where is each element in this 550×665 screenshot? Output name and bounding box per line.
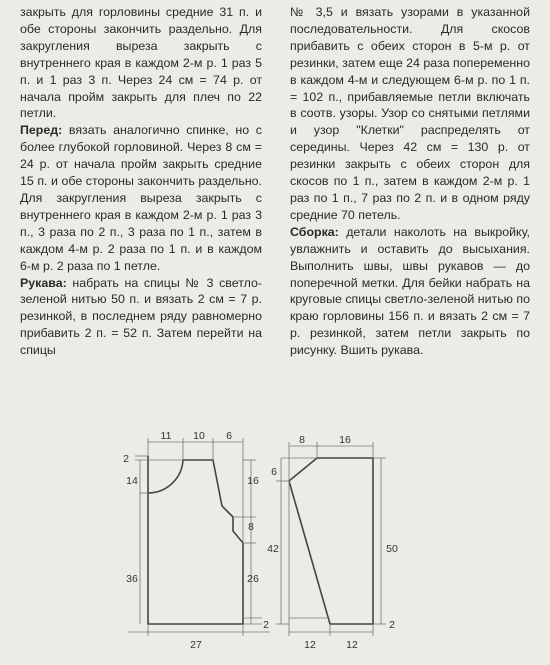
sleeve-outline <box>289 458 373 624</box>
text-column-right <box>290 4 530 359</box>
label-body-bottom-width: 27 <box>190 639 202 651</box>
text-front: вязать аналогично спинке, но с более глубокой горловиной. Через 8 см = 24 р. от начала пройм закрыть средние 15 п. и обе стороны закончить раздельно. Для закругления выреза закрыть с внутреннего края в каждом 2-м р. 1 раз 3 п., 3 раза по 2 п., 3 раза по 1 п., затем в каждом 4-м р. 2 раза по 1 п. и в каждом 6-м р. 2 раза по 1 петле. <box>20 123 262 273</box>
label-sleeve-top-right: 16 <box>339 434 351 446</box>
paragraph-assembly <box>290 224 530 359</box>
paragraph-sleeves <box>20 275 262 360</box>
paragraph-back-neckline: закрыть для горловины средние 31 п. и обе стороны закончить раздельно. Для закругления выреза закрыть с внутреннего края в каждом 2-м р. 1 раз 5 п. и 1 раз 3 п. Через 24 см = 74 р. от начала пройм закрыть для плеч по 22 петли. <box>20 5 262 121</box>
label-body-top-offset: 2 <box>123 453 129 465</box>
label-body-armhole: 8 <box>248 521 254 533</box>
label-sleeve-cap: 6 <box>271 466 277 478</box>
sleeve-pattern <box>289 458 373 624</box>
label-body-side-left: 36 <box>126 573 138 585</box>
label-sleeve-height: 50 <box>386 543 398 555</box>
text-assembly: детали наколоть на выкройку, увлажнить и оставить до высыхания. Выполнить швы, швы рукавов — до поперечной метки. Для бейки набрать на круговые спицы светло-зеленой нитью по краю горловины 156 п. и вязать 2 см = 7 р. резинкой, затем петли закрыть по рисунку. Вшить рукава. <box>290 224 530 358</box>
heading-assembly: Сборка: <box>290 224 339 239</box>
heading-front: Перед: <box>20 123 63 138</box>
label-sleeve-rib: 2 <box>389 619 395 631</box>
paragraph-sleeves-continued: № 3,5 и вязать узорами в указанной последовательности. Для скосов прибавить с обеих сторон в 5-м р. от резинки, затем еще 24 раза попеременно в каждом 4-м и следующем 6-м р. по 1 п. = 102 п., прибавляемые петли включать в соотв. узоры. Узор со снятыми петлями и узор "Клетки" распределять от середины. Через 42 см = 130 р. от резинки закрыть с обеих сторон для скосов по 1 п., затем в каждом 2-м р. 1 раз по 1 п., 7 раз по 2 п. и в одном ряду средние 70 петель. <box>290 5 531 222</box>
text-sleeves: набрать на спицы № 3 светло-зеленой нитью 50 п. и вязать 2 см = 7 р. резинкой, в последнем ряду равномерно прибавить 2 п. = 52 п. Затем перейти на спицы <box>20 275 262 358</box>
sleeve-dimension-lines <box>276 442 386 636</box>
body-dimension-lines <box>128 438 270 636</box>
body-pattern <box>148 456 243 624</box>
label-body-top-right: 6 <box>226 430 232 442</box>
heading-sleeves: Рукава: <box>20 275 67 290</box>
label-body-side-right: 26 <box>247 573 259 585</box>
label-sleeve-bottom-right: 12 <box>346 639 358 651</box>
label-body-shoulder-drop: 16 <box>247 475 259 487</box>
label-body-top-left: 11 <box>160 430 172 442</box>
label-body-top-mid: 10 <box>193 430 205 442</box>
body-outline <box>148 456 243 624</box>
text-column-left <box>20 4 262 359</box>
label-body-neck-depth: 14 <box>126 475 138 487</box>
paragraph-front <box>20 122 262 274</box>
label-sleeve-top-left: 8 <box>299 434 305 446</box>
schematic-diagram <box>0 418 550 665</box>
label-sleeve-seam: 42 <box>267 543 279 555</box>
label-sleeve-bottom-left: 12 <box>304 639 316 651</box>
label-body-rib: 2 <box>263 619 269 631</box>
